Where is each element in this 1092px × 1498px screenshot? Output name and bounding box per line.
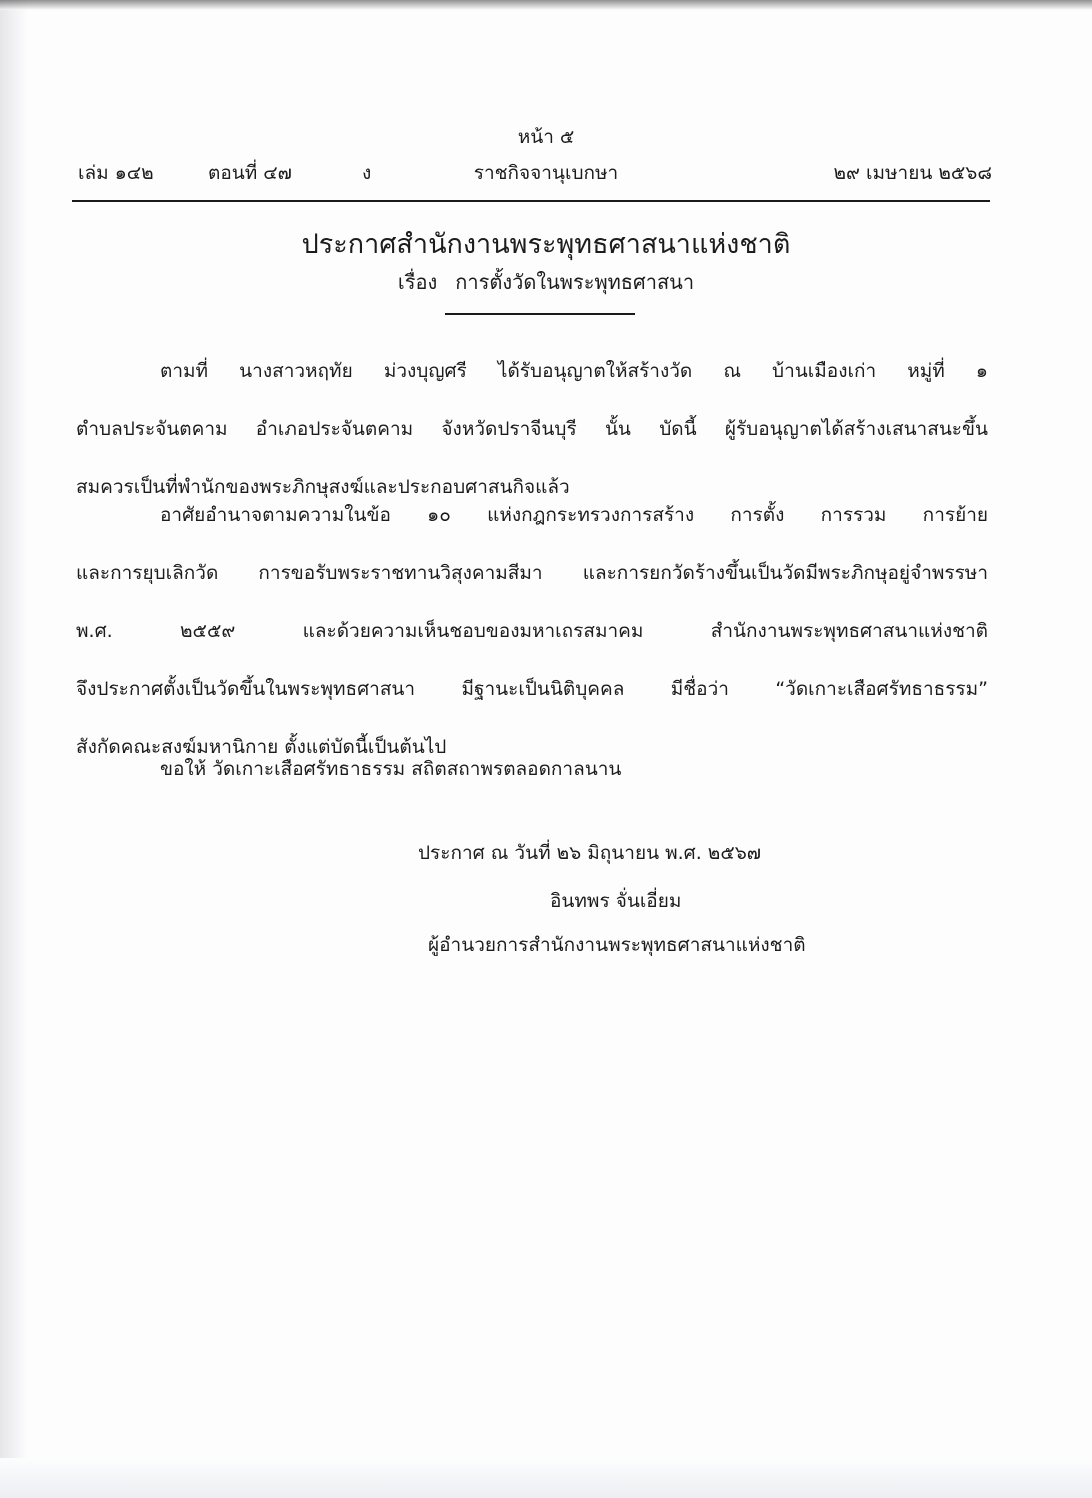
signatory-position: ผู้อำนวยการสำนักงานพระพุทธศาสนาแห่งชาติ: [428, 934, 806, 956]
paragraph-line: สมควรเป็นที่พำนักของพระภิกษุสงฆ์และประกอบศาสนกิจแล้ว: [76, 476, 570, 498]
paragraph-3: [76, 740, 988, 798]
signatory-name: อินทพร จั่นเอี่ยม: [550, 890, 682, 912]
paragraph-line: ขอให้ วัดเกาะเสือศรัทธาธรรม สถิตสถาพรตลอดกาลนาน: [160, 758, 622, 780]
paragraph-2: [76, 486, 988, 776]
header-divider: [72, 200, 990, 202]
paragraph-line: และการยุบเลิกวัด การขอรับพระราชทานวิสุงคามสีมา และการยกวัดร้างขึ้นเป็นวัดมีพระภิกษุอยู่จำพรรษา: [76, 562, 988, 584]
signature-date: ประกาศ ณ วันที่ ๒๖ มิถุนายน พ.ศ. ๒๕๖๗: [418, 842, 762, 864]
section-letter: ง: [362, 162, 372, 184]
paragraph-line: พ.ศ. ๒๕๕๙ และด้วยความเห็นชอบของมหาเถรสมาคม สำนักงานพระพุทธศาสนาแห่งชาติ: [76, 620, 988, 642]
page-bottom-shadow: [0, 1458, 1092, 1498]
publication-date: ๒๙ เมษายน ๒๕๖๘: [833, 162, 992, 184]
subject-text: การตั้งวัดในพระพุทธศาสนา: [455, 270, 695, 294]
paragraph-line: สังกัดคณะสงฆ์มหานิกาย ตั้งแต่บัดนี้เป็นต้นไป: [76, 736, 447, 758]
subject-label: เรื่อง: [397, 270, 438, 294]
issue-number: ตอนที่ ๔๗: [208, 162, 292, 184]
paragraph-line: ตามที่ นางสาวหฤทัย ม่วงบุญศรี ได้รับอนุญาตให้สร้างวัด ณ บ้านเมืองเก่า หมู่ที่ ๑: [160, 360, 988, 382]
title-underline: [445, 313, 635, 315]
gazette-name: ราชกิจจานุเบกษา: [473, 162, 619, 184]
announcement-title: ประกาศสำนักงานพระพุทธศาสนาแห่งชาติ: [301, 229, 791, 260]
paragraph-line: ตำบลประจันตคาม อำเภอประจันตคาม จังหวัดปราจีนบุรี นั้น บัดนี้ ผู้รับอนุญาตได้สร้างเสนาสนะขึ้น: [76, 418, 988, 440]
announcement-subject-line: [0, 266, 1092, 298]
volume-number: เล่ม ๑๔๒: [78, 162, 154, 184]
page-top-shadow: [0, 0, 1092, 10]
page-number: หน้า ๕: [517, 126, 575, 148]
paragraph-line: อาศัยอำนาจตามความในข้อ ๑๐ แห่งกฎกระทรวงการสร้าง การตั้ง การรวม การย้าย: [160, 504, 988, 526]
paragraph-line: จึงประกาศตั้งเป็นวัดขึ้นในพระพุทธศาสนา มีฐานะเป็นนิติบุคคล มีชื่อว่า “วัดเกาะเสือศรัทธาธรรม”: [76, 678, 988, 700]
